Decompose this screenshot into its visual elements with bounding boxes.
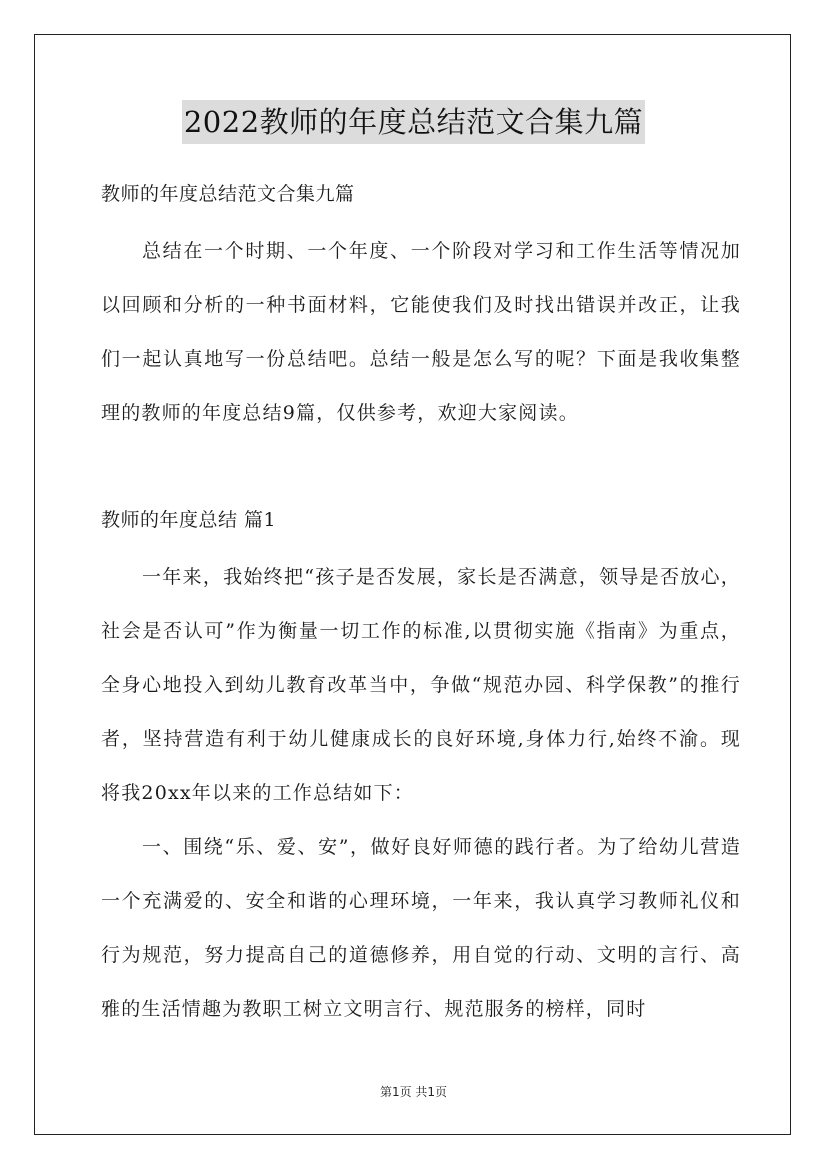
body-paragraph-1: 一年来，我始终把“孩子是否发展，家长是否满意，领导是否放心，社会是否认可”作为衡量一切工作的标准,以贯彻实施《指南》为重点，全身心地投入到幼儿教育改革当中，争做“规范办园、科学保教”的推行者，坚持营造有利于幼儿健康成长的良好环境,身体力行,始终不渝。现将我20xx年以来的工作总结如下： <box>101 566 741 804</box>
intro-paragraph: 总结在一个时期、一个年度、一个阶段对学习和工作生活等情况加以回顾和分析的一种书面材料，它能使我们及时找出错误并改正，让我们一起认真地写一份总结吧。总结一般是怎么写的呢？下面是我收集整理的教师的年度总结9篇，仅供参考，欢迎大家阅读。 <box>101 240 741 424</box>
document-subtitle: 教师的年度总结范文合集九篇 <box>101 183 355 205</box>
section-heading: 教师的年度总结 篇1 <box>101 509 277 531</box>
document-title: 2022教师的年度总结范文合集九篇 <box>182 100 645 144</box>
title-container <box>0 100 827 144</box>
body-paragraph-2: 一、围绕“乐、爱、安”，做好良好师德的践行者。为了给幼儿营造一个充满爱的、安全和谐的心理环境，一年来，我认真学习教师礼仪和行为规范，努力提高自己的道德修养，用自觉的行动、文明的言行、高雅的生活情趣为教职工树立文明言行、规范服务的榜样，同时 <box>101 836 741 1020</box>
page-footer: 第1页 共1页 <box>379 1085 448 1099</box>
